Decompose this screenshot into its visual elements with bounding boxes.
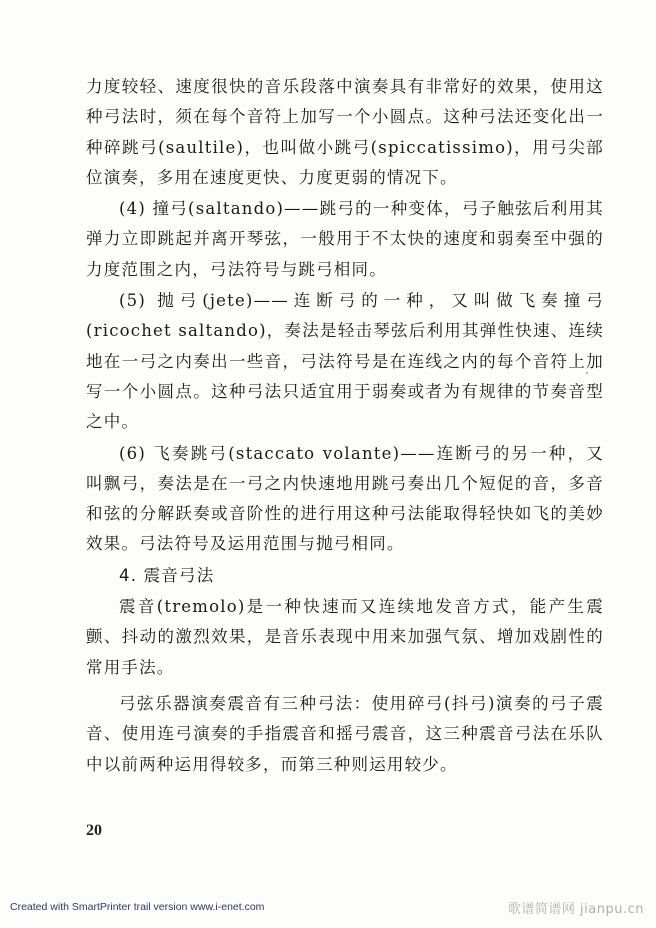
page-number: 20: [86, 822, 102, 839]
section-heading-tremolo: 4. 震音弓法: [119, 565, 215, 585]
watermark: 歌谱简谱网 jianpu.cn: [507, 902, 644, 917]
paragraph-continuation: 力度较轻、速度很快的音乐段落中演奏具有非常好的效果，使用这种弓法时，须在每个音符上加写一个小圆点。这种弓法还变化出一种碎跳弓(saultile)，也叫做小跳弓(spiccatissimo)，用弓尖部位演奏，多用在速度更快、力度更弱的情况下。: [86, 77, 604, 187]
paragraph-tremolo-definition: 震音(tremolo)是一种快速而又连续地发音方式，能产生震颤、抖动的激烈效果，是音乐表现中用来加强气氛、增加戏剧性的常用手法。: [86, 597, 604, 677]
paragraph-jete: (5) 抛弓(jete)——连断弓的一种，又叫做飞奏撞弓(ricochet saltando)，奏法是轻击琴弦后利用其弹性快速、连续地在一弓之内奏出一些音，弓法符号是在连线之内的每个音符上加写一个小圆点。这种弓法只适宜用于弱奏或者为有规律的节奏音型之中。: [86, 291, 604, 432]
body-text: [86, 72, 604, 780]
paragraph-saltando: (4) 撞弓(saltando)——跳弓的一种变体，弓子触弦后利用其弹力立即跳起并离开琴弦，一般用于不太快的速度和弱奏至中强的力度范围之内，弓法符号与跳弓相同。: [86, 199, 604, 279]
scan-speck: [586, 372, 588, 374]
footer-credit: Created with SmartPrinter trail version www.i-enet.com: [10, 901, 265, 913]
paragraph-tremolo-types: 弓弦乐器演奏震音有三种弓法：使用碎弓(抖弓)演奏的弓子震音、使用连弓演奏的手指震音和摇弓震音，这三种震音弓法在乐队中以前两种运用得较多，而第三种则运用较少。: [86, 693, 604, 774]
paragraph-staccato-volante: (6) 飞奏跳弓(staccato volante)——连断弓的另一种，又叫飘弓，奏法是在一弓之内快速地用跳弓奏出几个短促的音，多音和弦的分解跃奏或音阶性的进行用这种弓法能取得轻快如飞的美妙效果。弓法符号及运用范围与抛弓相同。: [86, 443, 604, 554]
